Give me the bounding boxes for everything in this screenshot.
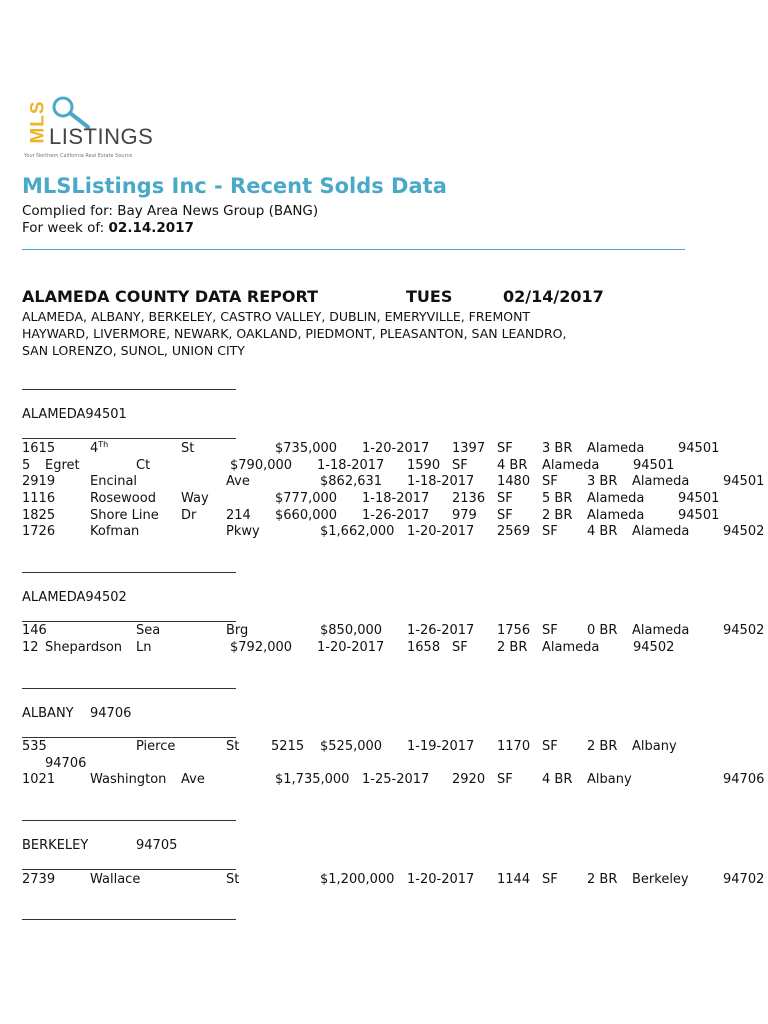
sale-date: 1-18-2017 xyxy=(362,491,430,506)
square-feet: 979 xyxy=(452,508,477,523)
report-day: TUES xyxy=(406,287,453,306)
street-name: Pierce xyxy=(136,739,176,754)
street-name: Wallace xyxy=(90,872,141,887)
section-divider xyxy=(22,389,236,390)
street-type: Pkwy xyxy=(226,524,260,539)
week-value: 02.14.2017 xyxy=(108,220,194,236)
street-name: Sea xyxy=(136,623,161,638)
zip-code: 94502 xyxy=(723,524,765,539)
header-divider xyxy=(22,249,685,250)
street-name: Egret xyxy=(45,458,80,473)
table-row xyxy=(0,441,768,458)
report-date: 02/14/2017 xyxy=(503,287,604,306)
zip-code: 94702 xyxy=(723,872,765,887)
mlslistings-logo xyxy=(22,92,152,164)
street-name: Washington xyxy=(90,772,167,787)
table-row xyxy=(0,640,768,657)
street-name: 4Th xyxy=(90,440,109,456)
sale-date: 1-20-2017 xyxy=(407,524,475,539)
bedrooms: 2 BR xyxy=(587,739,618,754)
sale-date: 1-18-2017 xyxy=(407,474,475,489)
square-feet: 2569 xyxy=(497,524,531,539)
sale-date: 1-20-2017 xyxy=(407,872,475,887)
street-number: 12 xyxy=(22,640,39,655)
sale-price: $777,000 xyxy=(275,491,338,506)
bedrooms: 3 BR xyxy=(587,474,618,489)
street-name: Encinal xyxy=(90,474,138,489)
sf-label: SF xyxy=(452,640,468,655)
city: Alameda xyxy=(632,524,690,539)
street-type: Ave xyxy=(181,772,205,787)
section-divider xyxy=(22,438,236,439)
square-feet: 2136 xyxy=(452,491,486,506)
city: Berkeley xyxy=(632,872,689,887)
logo-tagline: Your Northern California Real Estate Source xyxy=(24,153,133,159)
section-label-alameda-94502: ALAMEDA94502 xyxy=(22,590,127,605)
table-row xyxy=(0,772,768,789)
square-feet: 1658 xyxy=(407,640,441,655)
bedrooms: 2 BR xyxy=(497,640,528,655)
zip-code: 94501 xyxy=(633,458,675,473)
street-number: 5 xyxy=(22,458,31,473)
street-type: Ct xyxy=(136,458,151,473)
street-number: 535 xyxy=(22,739,47,754)
week-label: For week of: xyxy=(22,220,109,236)
city: Alameda xyxy=(587,491,645,506)
section-divider xyxy=(22,820,236,821)
city: Alameda xyxy=(587,441,645,456)
table-row xyxy=(0,474,768,491)
zip-code: 94706 xyxy=(723,772,765,787)
city: Alameda xyxy=(632,474,690,489)
report-heading xyxy=(22,287,604,306)
sale-price: $660,000 xyxy=(275,508,338,523)
street-type: St xyxy=(226,872,240,887)
sale-price: $850,000 xyxy=(320,623,383,638)
section-city: BERKELEY xyxy=(22,838,89,853)
street-type: Ave xyxy=(226,474,250,489)
sale-price: $525,000 xyxy=(320,739,383,754)
table-row xyxy=(0,623,768,640)
zip-code: 94501 xyxy=(678,491,720,506)
sale-date: 1-26-2017 xyxy=(407,623,475,638)
week-line xyxy=(22,220,194,236)
table-row-wrap xyxy=(0,756,768,773)
table-row xyxy=(0,524,768,541)
section-label-albany-94706 xyxy=(22,706,132,721)
sale-date: 1-25-2017 xyxy=(362,772,430,787)
street-name: Rosewood xyxy=(90,491,156,506)
city: Alameda xyxy=(632,623,690,638)
city: Albany xyxy=(632,739,677,754)
square-feet: 1170 xyxy=(497,739,531,754)
table-row xyxy=(0,491,768,508)
zip-code: 94501 xyxy=(723,474,765,489)
sf-label: SF xyxy=(452,458,468,473)
bedrooms: 4 BR xyxy=(497,458,528,473)
logo-mls-mark: MLS xyxy=(28,100,50,144)
street-number: 1615 xyxy=(22,441,56,456)
city-list-line: SAN LORENZO, SUNOL, UNION CITY xyxy=(22,343,245,358)
section-label-alameda-94501: ALAMEDA94501 xyxy=(22,407,127,422)
sf-label: SF xyxy=(542,524,558,539)
page-title: MLSListings Inc - Recent Solds Data xyxy=(22,174,447,198)
street-type: Ln xyxy=(136,640,152,655)
sale-price: $1,662,000 xyxy=(320,524,395,539)
sf-label: SF xyxy=(497,508,513,523)
section-divider xyxy=(22,688,236,689)
compiled-for-line: Complied for: Bay Area News Group (BANG) xyxy=(22,203,319,219)
sale-date: 1-19-2017 xyxy=(407,739,475,754)
sale-date: 1-20-2017 xyxy=(362,441,430,456)
logo-wordmark: LISTINGS xyxy=(49,124,154,149)
section-zip: 94705 xyxy=(136,838,178,853)
street-number: 2739 xyxy=(22,872,56,887)
sale-price: $862,631 xyxy=(320,474,383,489)
street-name: Shepardson xyxy=(45,640,123,655)
street-number: 2919 xyxy=(22,474,56,489)
street-number: 1116 xyxy=(22,491,56,506)
zip-code: 94501 xyxy=(678,441,720,456)
square-feet: 2920 xyxy=(452,772,486,787)
unit-number: 214 xyxy=(226,508,251,523)
table-row xyxy=(0,508,768,525)
square-feet: 1590 xyxy=(407,458,441,473)
square-feet: 1756 xyxy=(497,623,531,638)
report-title: ALAMEDA COUNTY DATA REPORT xyxy=(22,287,318,306)
sale-price: $735,000 xyxy=(275,441,338,456)
street-type: St xyxy=(181,441,195,456)
sale-price: $790,000 xyxy=(230,458,293,473)
street-name: Kofman xyxy=(90,524,140,539)
bedrooms: 4 BR xyxy=(587,524,618,539)
sale-price: $792,000 xyxy=(230,640,293,655)
square-feet: 1397 xyxy=(452,441,486,456)
section-divider xyxy=(22,869,236,870)
sale-date: 1-26-2017 xyxy=(362,508,430,523)
square-feet: 1144 xyxy=(497,872,531,887)
sale-price: $1,200,000 xyxy=(320,872,395,887)
section-divider xyxy=(22,919,236,920)
street-type: Way xyxy=(181,491,209,506)
bedrooms: 0 BR xyxy=(587,623,618,638)
sale-price: $1,735,000 xyxy=(275,772,350,787)
city-list xyxy=(22,308,662,359)
bedrooms: 3 BR xyxy=(542,441,573,456)
street-type: Brg xyxy=(226,623,249,638)
sf-label: SF xyxy=(497,441,513,456)
city: Alameda xyxy=(587,508,645,523)
table-row xyxy=(0,458,768,475)
bedrooms: 4 BR xyxy=(542,772,573,787)
section-divider xyxy=(22,737,236,738)
street-number: 1825 xyxy=(22,508,56,523)
zip-code: 94501 xyxy=(678,508,720,523)
city-list-line: HAYWARD, LIVERMORE, NEWARK, OAKLAND, PIEDMONT, PLEASANTON, SAN LEANDRO, xyxy=(22,326,567,341)
unit-number: 5215 xyxy=(271,739,305,754)
bedrooms: 2 BR xyxy=(587,872,618,887)
section-zip: 94706 xyxy=(90,706,132,721)
sf-label: SF xyxy=(542,872,558,887)
sf-label: SF xyxy=(542,623,558,638)
sale-date: 1-18-2017 xyxy=(317,458,385,473)
city: Albany xyxy=(587,772,632,787)
bedrooms: 2 BR xyxy=(542,508,573,523)
zip-code: 94706 xyxy=(45,756,87,771)
street-name: Shore Line xyxy=(90,508,159,523)
square-feet: 1480 xyxy=(497,474,531,489)
bedrooms: 5 BR xyxy=(542,491,573,506)
section-city: ALBANY xyxy=(22,706,74,721)
section-divider xyxy=(22,621,236,622)
street-type: Dr xyxy=(181,508,197,523)
section-divider xyxy=(22,572,236,573)
street-number: 1726 xyxy=(22,524,56,539)
sf-label: SF xyxy=(542,739,558,754)
street-number: 146 xyxy=(22,623,47,638)
sf-label: SF xyxy=(542,474,558,489)
sf-label: SF xyxy=(497,772,513,787)
table-row xyxy=(0,739,768,756)
city: Alameda xyxy=(542,458,600,473)
city-list-line: ALAMEDA, ALBANY, BERKELEY, CASTRO VALLEY, DUBLIN, EMERYVILLE, FREMONT xyxy=(22,309,531,324)
table-row xyxy=(0,872,768,889)
zip-code: 94502 xyxy=(723,623,765,638)
sf-label: SF xyxy=(497,491,513,506)
zip-code: 94502 xyxy=(633,640,675,655)
sale-date: 1-20-2017 xyxy=(317,640,385,655)
section-label-berkeley-94705 xyxy=(22,838,178,853)
street-number: 1021 xyxy=(22,772,56,787)
city: Alameda xyxy=(542,640,600,655)
street-type: St xyxy=(226,739,240,754)
